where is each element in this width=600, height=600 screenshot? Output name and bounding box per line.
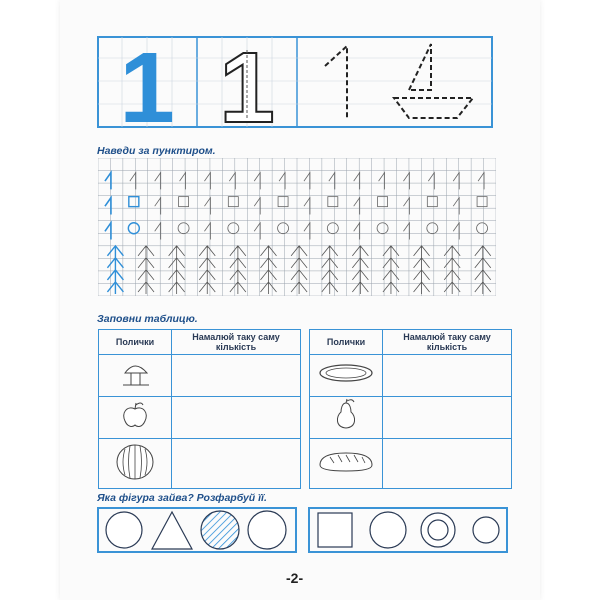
draw-area[interactable]: [383, 355, 512, 397]
trace-tree-mark: [107, 246, 123, 294]
table-row: [310, 439, 383, 489]
mushroom-icon: [99, 355, 171, 391]
circle-shape[interactable]: [106, 512, 142, 548]
instruction-trace: Наведи за пунктиром.: [97, 145, 216, 157]
trace-one-mark: [304, 223, 310, 240]
trace-tree-mark: [475, 246, 491, 294]
dashed-digit: [325, 46, 347, 120]
trace-one-mark: [403, 223, 409, 240]
header-shelves: Полички: [99, 330, 172, 355]
trace-one-mark: [254, 173, 260, 190]
trace-one-mark: [105, 173, 111, 190]
trace-one-mark: [254, 223, 260, 240]
trace-one-mark: [229, 173, 235, 190]
trace-tree-mark: [199, 246, 215, 294]
pear-icon: [310, 397, 382, 433]
trace-one-mark: [428, 173, 434, 190]
draw-area[interactable]: [383, 397, 512, 439]
trace-one-mark: [453, 173, 459, 190]
trace-square-mark: [427, 197, 437, 207]
table-row: [99, 397, 172, 439]
trace-one-mark: [354, 223, 360, 240]
trace-one-mark: [155, 223, 161, 240]
watermelon-icon: [99, 439, 171, 483]
trace-one-mark: [379, 173, 385, 190]
trace-one-mark: [155, 198, 161, 215]
trace-one-mark: [180, 173, 186, 190]
circle-shape[interactable]: [370, 512, 406, 548]
trace-one-mark: [105, 223, 111, 240]
small-circle-shape[interactable]: [473, 517, 499, 543]
trace-tree-mark: [230, 246, 246, 294]
trace-one-mark: [304, 173, 310, 190]
table-row: [99, 439, 172, 489]
trace-one-mark: [354, 198, 360, 215]
trace-one-mark: [204, 173, 210, 190]
trace-one-mark: [403, 173, 409, 190]
header-draw: Намалюй таку саму кількість: [383, 330, 512, 355]
trace-one-mark: [403, 198, 409, 215]
trace-square-mark: [179, 197, 189, 207]
shape-group-right: [308, 507, 508, 553]
shape-group-left: [97, 507, 297, 553]
trace-tree-mark: [260, 246, 276, 294]
plate-icon: [310, 355, 382, 391]
trace-circle-mark: [278, 223, 289, 234]
bread-icon: [310, 439, 382, 483]
table-row: [99, 355, 172, 397]
header-shelves: Полички: [310, 330, 383, 355]
trace-tree-mark: [138, 246, 154, 294]
trace-one-mark: [279, 173, 285, 190]
apple-icon: [99, 397, 171, 433]
trace-tree-mark: [291, 246, 307, 294]
digit-outline: 1: [219, 36, 275, 128]
number-strip: [97, 36, 493, 128]
trace-circle-mark: [327, 223, 338, 234]
trace-tree-mark: [352, 246, 368, 294]
trace-circle-mark: [228, 223, 239, 234]
draw-area[interactable]: [172, 397, 301, 439]
trace-circle-mark: [477, 223, 488, 234]
hatched-circle-shape[interactable]: [201, 511, 239, 549]
square-shape[interactable]: [318, 513, 352, 547]
trace-circle-mark: [128, 223, 139, 234]
tracing-grid: [98, 158, 496, 296]
trace-one-mark: [105, 198, 111, 215]
instruction-odd-shape: Яка фігура зайва? Розфарбуй її.: [97, 492, 267, 504]
trace-square-mark: [328, 197, 338, 207]
trace-one-mark: [204, 223, 210, 240]
trace-square-mark: [378, 197, 388, 207]
draw-area[interactable]: [383, 439, 512, 489]
draw-area[interactable]: [172, 439, 301, 489]
trace-circle-mark: [377, 223, 388, 234]
trace-one-mark: [304, 198, 310, 215]
trace-tree-mark: [444, 246, 460, 294]
instruction-fill-table: Заповни таблицю.: [97, 313, 198, 325]
trace-one-mark: [254, 198, 260, 215]
trace-square-mark: [278, 197, 288, 207]
draw-area[interactable]: [172, 355, 301, 397]
trace-tree-mark: [169, 246, 185, 294]
trace-circle-mark: [427, 223, 438, 234]
trace-one-mark: [478, 173, 484, 190]
header-draw: Намалюй таку саму кількість: [172, 330, 301, 355]
table-right: [309, 329, 512, 489]
trace-one-mark: [453, 223, 459, 240]
ring-shape[interactable]: [421, 513, 455, 547]
trace-one-mark: [329, 173, 335, 190]
trace-circle-mark: [178, 223, 189, 234]
table-left: [98, 329, 301, 489]
trace-one-mark: [130, 173, 136, 190]
triangle-shape[interactable]: [152, 512, 192, 549]
trace-tree-mark: [414, 246, 430, 294]
table-row: [310, 355, 383, 397]
page-number: -2-: [286, 570, 304, 586]
circle-shape[interactable]: [248, 511, 286, 549]
trace-square-mark: [228, 197, 238, 207]
trace-one-mark: [354, 173, 360, 190]
table-row: [310, 397, 383, 439]
trace-one-mark: [204, 198, 210, 215]
trace-one-mark: [155, 173, 161, 190]
trace-square-mark: [477, 197, 487, 207]
digit-solid: 1: [119, 36, 175, 128]
trace-one-mark: [453, 198, 459, 215]
trace-tree-mark: [322, 246, 338, 294]
trace-square-mark: [129, 197, 139, 207]
